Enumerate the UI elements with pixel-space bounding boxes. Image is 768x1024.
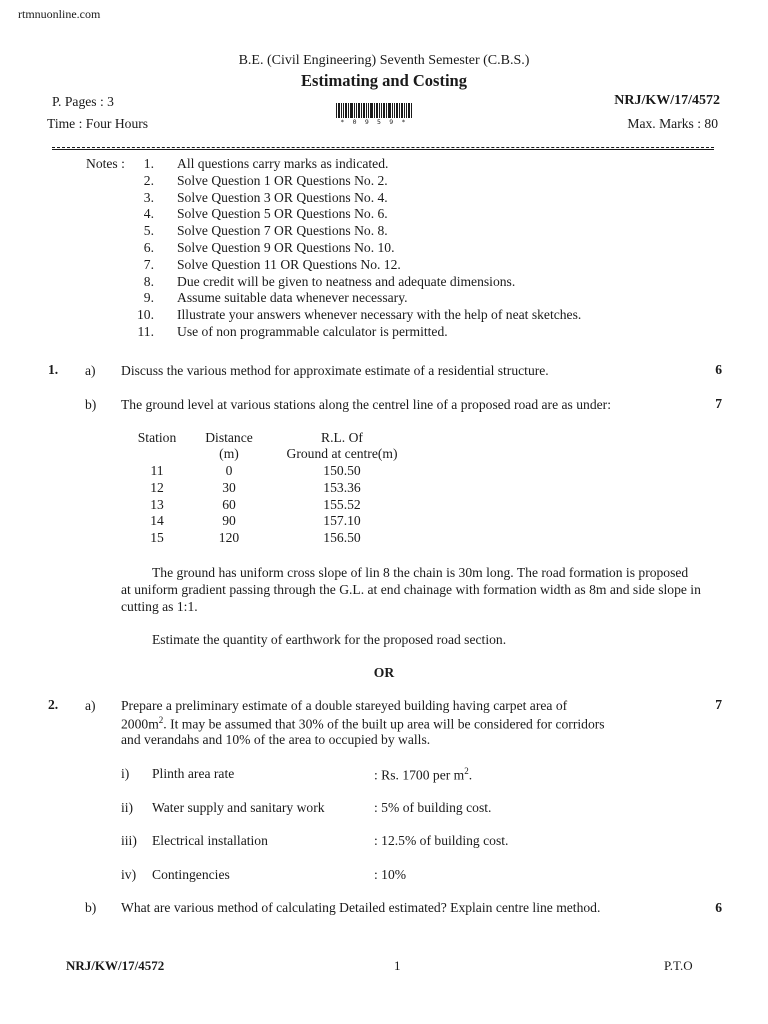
q1a-text: Discuss the various method for approximate estimate of a residential structure. [121, 363, 549, 378]
q1b-marks: 7 [715, 396, 722, 411]
q2a-line-1: Prepare a preliminary estimate of a double stareyed building having carpet area of [121, 698, 568, 713]
table-cell-distance: 90 [222, 513, 236, 529]
q2a-line-2 [121, 715, 605, 733]
note-number: 3. [143, 189, 154, 205]
table-cell-distance: 0 [225, 463, 233, 478]
q2-item-label: Contingencies [152, 867, 230, 883]
note-text: Solve Question 11 OR Questions No. 12. [177, 256, 401, 272]
q2-item-value-exponent: 2 [464, 766, 469, 776]
footer-pto: P.T.O [664, 958, 693, 973]
note-number: 4. [143, 206, 154, 222]
q2-item-value [374, 766, 472, 784]
note-text: Assume suitable data whenever necessary. [177, 290, 408, 306]
table-cell-rl: 156.50 [323, 530, 361, 546]
table-cell-distance: 60 [222, 496, 236, 512]
q2-item-value-tail: . [468, 767, 473, 783]
note-text: Illustrate your answers whenever necessary with the help of neat sketches. [177, 307, 582, 323]
table-header-distance: Distance [205, 430, 253, 445]
table-subheader-distance: (m) [219, 446, 239, 461]
question-2-number: 2. [48, 697, 59, 712]
or-separator: OR [373, 665, 395, 680]
site-url: rtmnuonline.com [18, 7, 101, 21]
note-text: Due credit will be given to neatness and adequate dimensions. [177, 273, 516, 289]
note-text: Use of non programmable calculator is permitted. [177, 324, 448, 339]
q2-item-value [374, 867, 406, 883]
note-text: Solve Question 5 OR Questions No. 6. [177, 206, 388, 222]
note-number: 11. [137, 324, 154, 339]
course-title: B.E. (Civil Engineering) Seventh Semester (C.B.S.) [238, 53, 530, 68]
table-cell-rl: 150.50 [323, 463, 361, 478]
q2-item-value-text: : 5% of building cost. [374, 799, 492, 815]
subject-title: Estimating and Costing [301, 71, 467, 90]
q1b-paragraph-2: Estimate the quantity of earthwork for the proposed road section. [152, 632, 507, 647]
note-number: 10. [137, 307, 154, 323]
q2-item-number: iii) [121, 833, 137, 849]
barcode-number: * 0 9 5 9 * [340, 118, 408, 126]
note-text: Solve Question 3 OR Questions No. 4. [177, 189, 388, 205]
q2-item-value-text: : Rs. 1700 per m [374, 767, 465, 783]
q1b-text: The ground level at various stations along the centrel line of a proposed road are as under: [121, 397, 611, 412]
paper-code: NRJ/KW/17/4572 [614, 93, 720, 108]
header-divider [52, 147, 714, 148]
table-cell-station: 15 [150, 530, 164, 546]
q2-item-label: Electrical installation [152, 833, 268, 849]
notes-label: Notes : [86, 156, 125, 171]
note-text: Solve Question 9 OR Questions No. 10. [177, 240, 395, 255]
page-count: P. Pages : 3 [52, 94, 114, 109]
q1b-label: b) [85, 397, 97, 412]
note-number: 7. [143, 256, 154, 272]
exam-time: Time : Four Hours [47, 116, 149, 131]
barcode [336, 103, 412, 126]
table-subheader-rl: Ground at centre(m) [286, 446, 398, 461]
header-divider-underline [52, 149, 714, 150]
q2b-label: b) [85, 900, 97, 915]
table-cell-rl: 157.10 [323, 513, 361, 529]
q2a-label: a) [85, 698, 96, 713]
table-cell-station: 13 [150, 496, 164, 512]
footer-page-number: 1 [394, 958, 401, 973]
table-header-rl: R.L. Of [321, 430, 363, 445]
q1a-label: a) [85, 363, 96, 378]
q2-item-number: ii) [121, 799, 134, 815]
q2-item-label: Water supply and sanitary work [152, 799, 325, 815]
table-cell-rl: 153.36 [323, 479, 361, 495]
q1a-marks: 6 [715, 362, 722, 377]
table-cell-station: 14 [150, 513, 164, 529]
note-number: 8. [143, 273, 154, 289]
q2-item-number: iv) [121, 867, 137, 883]
q2-item-value [374, 833, 508, 849]
q2-item-value-text: : 10% [374, 867, 407, 883]
q2a-line-3: and verandahs and 10% of the area to occupied by walls. [121, 732, 431, 747]
table-cell-rl: 155.52 [323, 496, 361, 512]
note-text: All questions carry marks as indicated. [177, 156, 389, 171]
table-cell-distance: 30 [222, 479, 236, 495]
note-text: Solve Question 1 OR Questions No. 2. [177, 172, 388, 188]
q2a-line-2-rest: . It may be assumed that 30% of the built up area will be considered for corridors [163, 716, 605, 732]
table-cell-station: 12 [150, 479, 164, 495]
note-number: 9. [143, 290, 154, 306]
barcode-icon [336, 103, 412, 118]
table-cell-distance: 120 [218, 530, 240, 546]
q2-item-value [374, 800, 491, 816]
max-marks: Max. Marks : 80 [627, 116, 718, 131]
question-1-number: 1. [48, 362, 59, 377]
note-text: Solve Question 7 OR Questions No. 8. [177, 223, 388, 239]
q2a-marks: 7 [715, 697, 722, 712]
table-header-station: Station [137, 430, 177, 445]
note-number: 6. [143, 240, 154, 255]
q2-item-value-text: : 12.5% of building cost. [374, 833, 509, 849]
q2a-area-value: 2000m [121, 716, 159, 732]
q2b-marks: 6 [715, 900, 722, 915]
q2a-area-exponent: 2 [158, 715, 164, 725]
q2b-text: What are various method of calculating Detailed estimated? Explain centre line method. [121, 900, 601, 915]
note-number: 5. [143, 223, 154, 239]
note-number: 1. [143, 156, 154, 171]
q2-item-number: i) [121, 766, 130, 781]
table-cell-station: 11 [150, 463, 164, 478]
footer-paper-code: NRJ/KW/17/4572 [66, 958, 165, 973]
q1b-paragraph-1: The ground has uniform cross slope of lin 8 the chain is 30m long. The road formation is proposed at uniform gradient passing through the G.L. at end chainage with formation width as 8m and side slope in cutting as 1:1. [121, 565, 701, 614]
q2-item-label: Plinth area rate [152, 766, 235, 781]
note-number: 2. [143, 172, 154, 188]
